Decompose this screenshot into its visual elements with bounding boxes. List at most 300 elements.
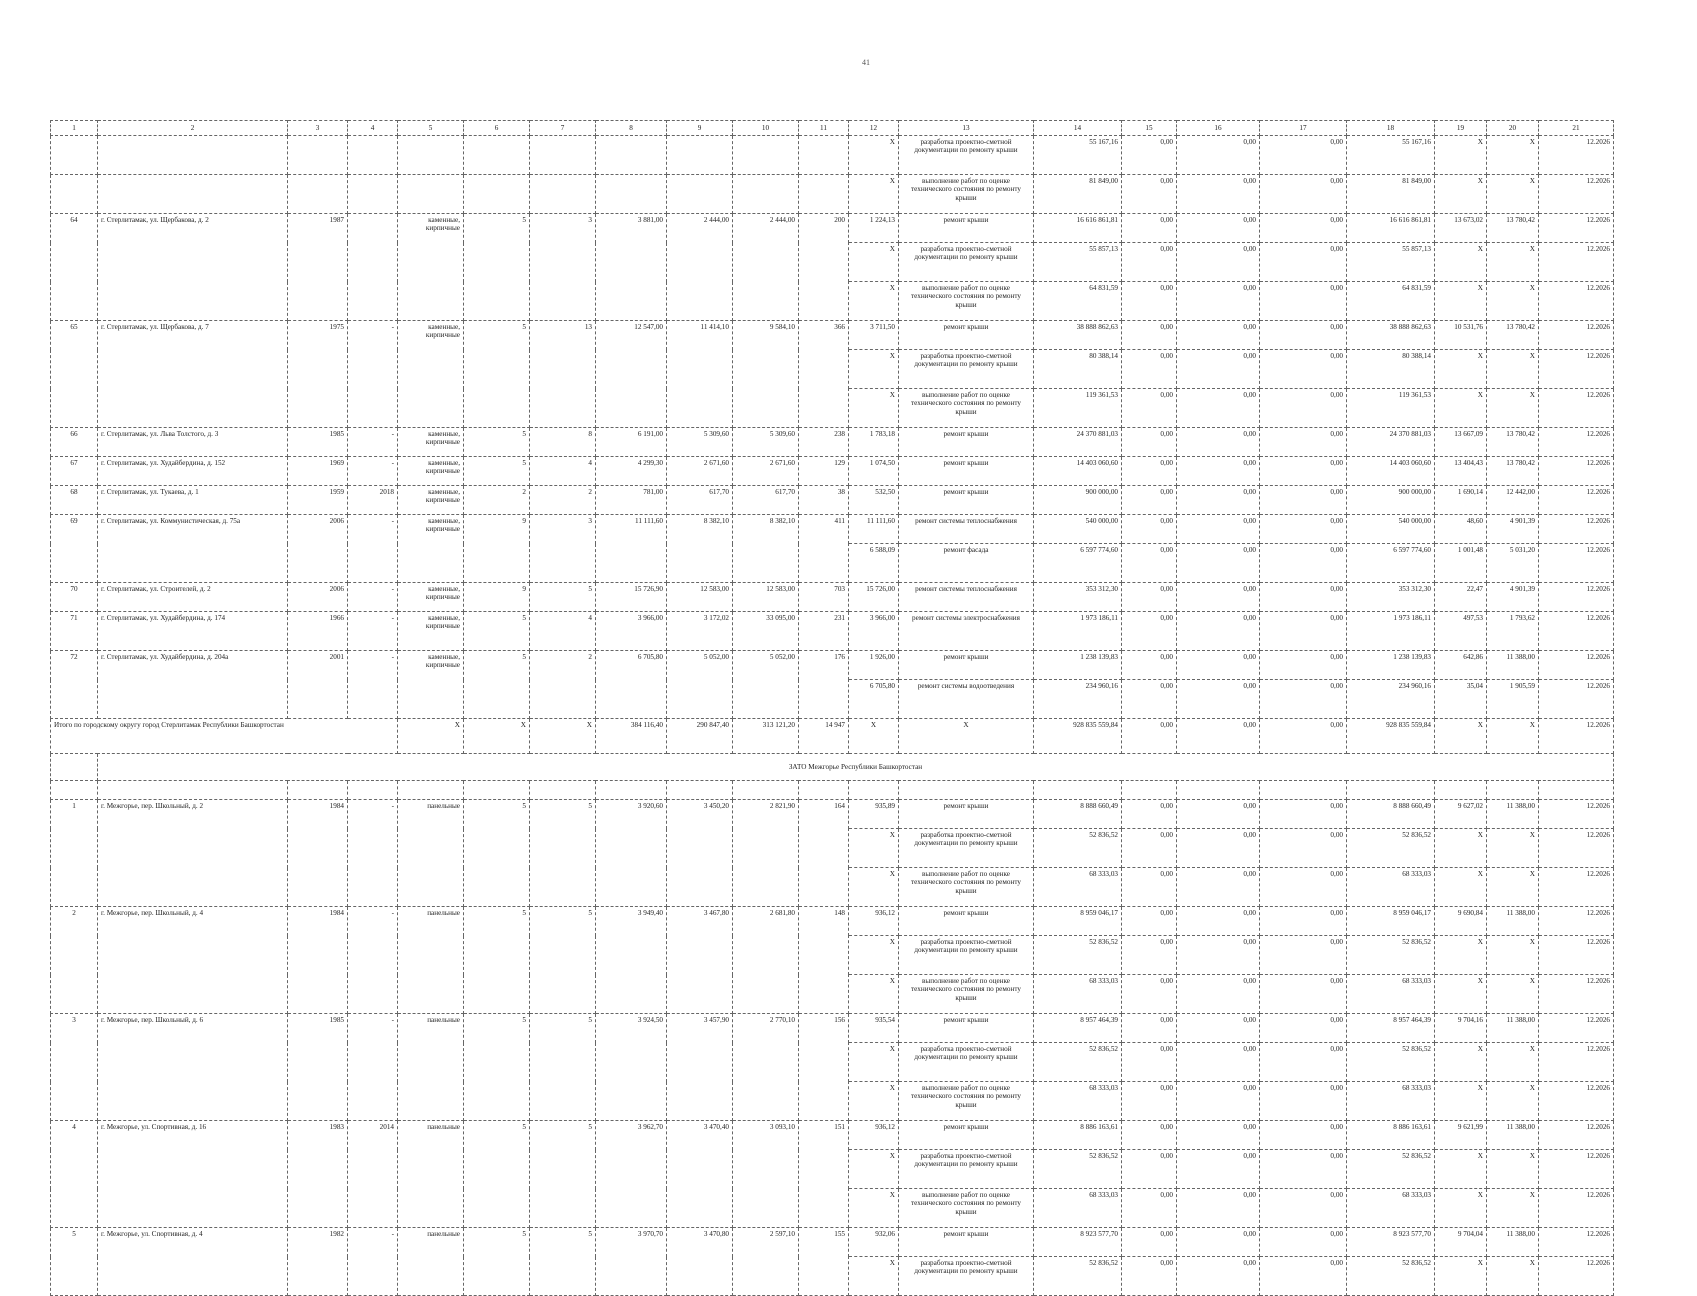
total-c14: 928 835 559,84 (1034, 719, 1122, 754)
cell-total-area: 15 726,90 (596, 583, 667, 612)
cell-index: 72 (51, 651, 98, 719)
cell-total-cost: 6 597 774,60 (1034, 544, 1122, 583)
column-number-header-row (51, 121, 1614, 136)
cell-address: г. Межгорье, пер. Школьный, д. 6 (98, 1014, 288, 1121)
table-row (51, 457, 1614, 486)
page-number: 41 (862, 58, 870, 67)
cell-unit-cost: X (1435, 136, 1487, 175)
cell-empty (667, 781, 733, 800)
cell-empty (98, 781, 288, 800)
cell-fund-owners: 24 370 881,03 (1347, 428, 1435, 457)
cell-area-or-x: X (849, 1257, 899, 1296)
cell-empty (98, 175, 288, 214)
cell-fund-regional: 0,00 (1177, 868, 1260, 907)
cell-work-type: выполнение работ по оценке технического состояния по ремонту крыши (899, 975, 1034, 1014)
cell-fund-regional: 0,00 (1177, 282, 1260, 321)
cell-fund-local: 0,00 (1260, 1082, 1347, 1121)
cell-fund-owners: 8 888 660,49 (1347, 800, 1435, 829)
cell-index: 69 (51, 515, 98, 583)
cell-fund-federal: 0,00 (1122, 1257, 1177, 1296)
cell-year-repair: - (348, 612, 398, 651)
cell-unit-cost: 1 001,48 (1435, 544, 1487, 583)
cell-index: 64 (51, 214, 98, 321)
cell-fund-federal: 0,00 (1122, 515, 1177, 544)
cell-deadline: 12.2026 (1539, 457, 1614, 486)
cell-unit-cost: 9 704,16 (1435, 1014, 1487, 1043)
cell-limit-cost: X (1487, 868, 1539, 907)
cell-fund-owners: 8 886 163,61 (1347, 1121, 1435, 1150)
cell-limit-cost: 13 780,42 (1487, 428, 1539, 457)
cell-fund-owners: 119 361,53 (1347, 389, 1435, 428)
cell-fund-owners: 1 973 186,11 (1347, 612, 1435, 651)
cell-work-type: ремонт крыши (899, 800, 1034, 829)
cell-area-or-x: 6 705,80 (849, 680, 899, 719)
cell-living-area: 3 457,90 (667, 1014, 733, 1121)
cell-index: 66 (51, 428, 98, 457)
cell-address: г. Стерлитамак, ул. Щербакова, д. 7 (98, 321, 288, 428)
cell-empty (667, 175, 733, 214)
cell-fund-regional: 0,00 (1177, 214, 1260, 243)
cell-unit-cost: 13 673,02 (1435, 214, 1487, 243)
capital-repair-register-table (50, 120, 1614, 1296)
table-row (51, 515, 1614, 544)
cell-entrances: 4 (530, 457, 596, 486)
cell-fund-local: 0,00 (1260, 907, 1347, 936)
total-c19: X (1435, 719, 1487, 754)
cell-total-cost: 52 836,52 (1034, 829, 1122, 868)
cell-deadline: 12.2026 (1539, 680, 1614, 719)
cell-fund-local: 0,00 (1260, 350, 1347, 389)
cell-fund-owners: 14 403 060,60 (1347, 457, 1435, 486)
cell-fund-local: 0,00 (1260, 936, 1347, 975)
cell-fund-regional: 0,00 (1177, 1082, 1260, 1121)
cell-index: 65 (51, 321, 98, 428)
total-label: Итого по городскому округу город Стерлитамак Республики Башкортостан (51, 719, 398, 754)
cell-empty (1487, 781, 1539, 800)
cell-deadline: 12.2026 (1539, 282, 1614, 321)
cell-residential-area: 2 681,80 (733, 907, 799, 1014)
cell-year-repair (348, 214, 398, 321)
cell-deadline: 12.2026 (1539, 350, 1614, 389)
cell-work-type: ремонт крыши (899, 214, 1034, 243)
cell-fund-owners: 52 836,52 (1347, 936, 1435, 975)
cell-wall-material: панельные (398, 1228, 464, 1296)
cell-fund-federal: 0,00 (1122, 829, 1177, 868)
cell-floors: 5 (464, 800, 530, 907)
cell-work-type: ремонт системы водоотведения (899, 680, 1034, 719)
cell-entrances: 3 (530, 214, 596, 321)
cell-year-built: 2001 (288, 651, 348, 719)
cell-limit-cost: 11 388,00 (1487, 907, 1539, 936)
cell-index: 4 (51, 1121, 98, 1228)
cell-living-area: 3 450,20 (667, 800, 733, 907)
column-number-9: 9 (667, 121, 733, 136)
cell-deadline: 12.2026 (1539, 389, 1614, 428)
cell-living-area: 3 172,02 (667, 612, 733, 651)
cell-area-or-x: X (849, 282, 899, 321)
cell-living-area: 5 309,60 (667, 428, 733, 457)
total-c10: 313 121,20 (733, 719, 799, 754)
cell-fund-owners: 52 836,52 (1347, 1043, 1435, 1082)
cell-fund-regional: 0,00 (1177, 389, 1260, 428)
column-number-19: 19 (1435, 121, 1487, 136)
cell-total-cost: 8 886 163,61 (1034, 1121, 1122, 1150)
cell-wall-material: панельные (398, 907, 464, 1014)
cell-entrances: 13 (530, 321, 596, 428)
cell-empty (348, 136, 398, 175)
cell-index: 67 (51, 457, 98, 486)
table-row (51, 486, 1614, 515)
cell-floors: 5 (464, 457, 530, 486)
cell-fund-owners: 68 333,03 (1347, 868, 1435, 907)
table-row (51, 583, 1614, 612)
cell-fund-owners: 81 849,00 (1347, 175, 1435, 214)
cell-unit-cost: X (1435, 1082, 1487, 1121)
total-c21: 12.2026 (1539, 719, 1614, 754)
cell-living-area: 3 470,40 (667, 1121, 733, 1228)
cell-fund-local: 0,00 (1260, 136, 1347, 175)
cell-work-type: ремонт системы теплоснабжения (899, 515, 1034, 544)
cell-fund-regional: 0,00 (1177, 1150, 1260, 1189)
cell-total-cost: 81 849,00 (1034, 175, 1122, 214)
cell-total-area: 781,00 (596, 486, 667, 515)
cell-residential-area: 33 095,00 (733, 612, 799, 651)
cell-unit-cost: 9 627,02 (1435, 800, 1487, 829)
cell-index: 3 (51, 1014, 98, 1121)
cell-fund-local: 0,00 (1260, 1014, 1347, 1043)
cell-fund-federal: 0,00 (1122, 1150, 1177, 1189)
cell-year-built: 1985 (288, 428, 348, 457)
cell-empty (464, 136, 530, 175)
cell-fund-owners: 55 857,13 (1347, 243, 1435, 282)
cell-total-cost: 68 333,03 (1034, 975, 1122, 1014)
cell-fund-local: 0,00 (1260, 868, 1347, 907)
cell-residents: 151 (799, 1121, 849, 1228)
cell-index: 2 (51, 907, 98, 1014)
cell-area-or-x: 935,54 (849, 1014, 899, 1043)
cell-fund-owners: 8 957 464,39 (1347, 1014, 1435, 1043)
total-c16: 0,00 (1177, 719, 1260, 754)
cell-deadline: 12.2026 (1539, 612, 1614, 651)
cell-fund-owners: 55 167,16 (1347, 136, 1435, 175)
cell-total-area: 3 881,00 (596, 214, 667, 321)
cell-unit-cost: 35,04 (1435, 680, 1487, 719)
cell-fund-regional: 0,00 (1177, 1014, 1260, 1043)
cell-floors: 5 (464, 907, 530, 1014)
table-row (51, 1014, 1614, 1043)
cell-residents: 703 (799, 583, 849, 612)
cell-index: 70 (51, 583, 98, 612)
cell-fund-local: 0,00 (1260, 457, 1347, 486)
cell-total-cost: 52 836,52 (1034, 1043, 1122, 1082)
cell-limit-cost: 4 901,39 (1487, 583, 1539, 612)
cell-total-cost: 8 959 046,17 (1034, 907, 1122, 936)
cell-fund-federal: 0,00 (1122, 175, 1177, 214)
cell-deadline: 12.2026 (1539, 1228, 1614, 1257)
cell-fund-owners: 80 388,14 (1347, 350, 1435, 389)
cell-fund-federal: 0,00 (1122, 583, 1177, 612)
cell-empty (596, 136, 667, 175)
cell-address: г. Стерлитамак, ул. Худайбердина, д. 174 (98, 612, 288, 651)
cell-deadline: 12.2026 (1539, 1014, 1614, 1043)
cell-work-type: разработка проектно-сметной документации по ремонту крыши (899, 936, 1034, 975)
cell-empty (51, 781, 98, 800)
cell-limit-cost: 1 793,62 (1487, 612, 1539, 651)
table-row (51, 1228, 1614, 1257)
cell-empty (1539, 781, 1614, 800)
cell-year-repair: - (348, 515, 398, 583)
cell-fund-federal: 0,00 (1122, 136, 1177, 175)
cell-empty (1034, 781, 1122, 800)
cell-limit-cost: X (1487, 1189, 1539, 1228)
cell-floors: 2 (464, 486, 530, 515)
cell-area-or-x: X (849, 1150, 899, 1189)
cell-deadline: 12.2026 (1539, 515, 1614, 544)
cell-total-cost: 68 333,03 (1034, 1082, 1122, 1121)
cell-work-type: разработка проектно-сметной документации по ремонту крыши (899, 1150, 1034, 1189)
cell-work-type: ремонт крыши (899, 457, 1034, 486)
cell-floors: 5 (464, 321, 530, 428)
cell-limit-cost: 11 388,00 (1487, 1014, 1539, 1043)
cell-living-area: 2 444,00 (667, 214, 733, 321)
cell-empty (667, 136, 733, 175)
cell-deadline: 12.2026 (1539, 136, 1614, 175)
cell-total-area: 6 191,00 (596, 428, 667, 457)
cell-deadline: 12.2026 (1539, 1189, 1614, 1228)
cell-deadline: 12.2026 (1539, 651, 1614, 680)
cell-limit-cost: 11 388,00 (1487, 1228, 1539, 1257)
cell-fund-regional: 0,00 (1177, 428, 1260, 457)
cell-address: г. Стерлитамак, ул. Тукаева, д. 1 (98, 486, 288, 515)
cell-floors: 5 (464, 651, 530, 719)
cell-area-or-x: 6 588,09 (849, 544, 899, 583)
cell-fund-local: 0,00 (1260, 612, 1347, 651)
cell-limit-cost: X (1487, 975, 1539, 1014)
cell-fund-local: 0,00 (1260, 175, 1347, 214)
cell-floors: 5 (464, 428, 530, 457)
cell-work-type: ремонт системы электроснабжения (899, 612, 1034, 651)
cell-wall-material: каменные, кирпичные (398, 321, 464, 428)
cell-fund-local: 0,00 (1260, 829, 1347, 868)
cell-fund-owners: 52 836,52 (1347, 1257, 1435, 1296)
cell-fund-local: 0,00 (1260, 583, 1347, 612)
column-number-20: 20 (1487, 121, 1539, 136)
cell-fund-local: 0,00 (1260, 486, 1347, 515)
section-row (51, 754, 1614, 781)
cell-empty (1122, 781, 1177, 800)
cell-fund-federal: 0,00 (1122, 651, 1177, 680)
cell-fund-owners: 6 597 774,60 (1347, 544, 1435, 583)
cell-empty (348, 781, 398, 800)
cell-fund-federal: 0,00 (1122, 486, 1177, 515)
cell-deadline: 12.2026 (1539, 214, 1614, 243)
cell-year-built: 1969 (288, 457, 348, 486)
cell-area-or-x: 1 074,50 (849, 457, 899, 486)
cell-work-type: разработка проектно-сметной документации по ремонту крыши (899, 243, 1034, 282)
cell-fund-owners: 38 888 862,63 (1347, 321, 1435, 350)
cell-fund-federal: 0,00 (1122, 243, 1177, 282)
cell-work-type: ремонт крыши (899, 1121, 1034, 1150)
cell-total-cost: 119 361,53 (1034, 389, 1122, 428)
cell-residential-area: 2 444,00 (733, 214, 799, 321)
total-c13: X (899, 719, 1034, 754)
cell-fund-regional: 0,00 (1177, 651, 1260, 680)
cell-unit-cost: X (1435, 1150, 1487, 1189)
cell-entrances: 5 (530, 1121, 596, 1228)
cell-empty (398, 175, 464, 214)
cell-fund-regional: 0,00 (1177, 1121, 1260, 1150)
cell-total-area: 3 949,40 (596, 907, 667, 1014)
table-row (51, 907, 1614, 936)
cell-unit-cost: 497,53 (1435, 612, 1487, 651)
cell-year-built: 1985 (288, 1014, 348, 1121)
cell-fund-owners: 540 000,00 (1347, 515, 1435, 544)
cell-fund-regional: 0,00 (1177, 1189, 1260, 1228)
cell-fund-regional: 0,00 (1177, 321, 1260, 350)
cell-fund-federal: 0,00 (1122, 975, 1177, 1014)
cell-total-area: 3 924,50 (596, 1014, 667, 1121)
cell-entrances: 5 (530, 1014, 596, 1121)
cell-empty (1435, 781, 1487, 800)
total-c7: X (530, 719, 596, 754)
cell-fund-federal: 0,00 (1122, 457, 1177, 486)
table-row (51, 800, 1614, 829)
cell-deadline: 12.2026 (1539, 544, 1614, 583)
cell-fund-federal: 0,00 (1122, 1189, 1177, 1228)
cell-year-built: 1987 (288, 214, 348, 321)
cell-residents: 366 (799, 321, 849, 428)
cell-fund-regional: 0,00 (1177, 1043, 1260, 1082)
cell-residents: 148 (799, 907, 849, 1014)
cell-work-type: ремонт системы теплоснабжения (899, 583, 1034, 612)
cell-work-type: ремонт крыши (899, 1228, 1034, 1257)
cell-work-type: ремонт крыши (899, 321, 1034, 350)
column-number-18: 18 (1347, 121, 1435, 136)
cell-empty (51, 175, 98, 214)
cell-floors: 9 (464, 583, 530, 612)
cell-fund-federal: 0,00 (1122, 1043, 1177, 1082)
column-number-7: 7 (530, 121, 596, 136)
cell-total-area: 3 970,70 (596, 1228, 667, 1296)
cell-deadline: 12.2026 (1539, 1082, 1614, 1121)
cell-address: г. Стерлитамак, ул. Строителей, д. 2 (98, 583, 288, 612)
table-body (51, 121, 1614, 1296)
cell-limit-cost: 4 901,39 (1487, 515, 1539, 544)
cell-total-area: 11 111,60 (596, 515, 667, 583)
table-row (51, 428, 1614, 457)
cell-living-area: 3 467,80 (667, 907, 733, 1014)
cell-empty (530, 781, 596, 800)
cell-deadline: 12.2026 (1539, 1121, 1614, 1150)
cell-deadline: 12.2026 (1539, 868, 1614, 907)
cell-unit-cost: X (1435, 350, 1487, 389)
cell-living-area: 11 414,10 (667, 321, 733, 428)
cell-residents: 38 (799, 486, 849, 515)
cell-year-repair: 2018 (348, 486, 398, 515)
cell-living-area: 3 470,80 (667, 1228, 733, 1296)
cell-limit-cost: X (1487, 829, 1539, 868)
cell-fund-local: 0,00 (1260, 389, 1347, 428)
cell-fund-owners: 52 836,52 (1347, 829, 1435, 868)
cell-fund-local: 0,00 (1260, 214, 1347, 243)
column-number-1: 1 (51, 121, 98, 136)
cell-index: 1 (51, 800, 98, 907)
column-number-12: 12 (849, 121, 899, 136)
cell-work-type: разработка проектно-сметной документации по ремонту крыши (899, 350, 1034, 389)
cell-floors: 5 (464, 1228, 530, 1296)
cell-fund-owners: 52 836,52 (1347, 1150, 1435, 1189)
cell-limit-cost: X (1487, 389, 1539, 428)
cell-address: г. Межгорье, ул. Спортивная, д. 4 (98, 1228, 288, 1296)
cell-limit-cost: X (1487, 1150, 1539, 1189)
cell-residential-area: 2 671,60 (733, 457, 799, 486)
cell-unit-cost: X (1435, 868, 1487, 907)
cell-unit-cost: 22,47 (1435, 583, 1487, 612)
cell-total-cost: 52 836,52 (1034, 936, 1122, 975)
cell-deadline: 12.2026 (1539, 800, 1614, 829)
cell-area-or-x: 1 224,13 (849, 214, 899, 243)
cell-unit-cost: 9 704,04 (1435, 1228, 1487, 1257)
cell-deadline: 12.2026 (1539, 321, 1614, 350)
cell-year-repair: - (348, 583, 398, 612)
cell-area-or-x: 532,50 (849, 486, 899, 515)
column-number-3: 3 (288, 121, 348, 136)
cell-work-type: выполнение работ по оценке технического состояния по ремонту крыши (899, 868, 1034, 907)
cell-residential-area: 617,70 (733, 486, 799, 515)
cell-area-or-x: X (849, 936, 899, 975)
cell-unit-cost: X (1435, 282, 1487, 321)
cell-living-area: 617,70 (667, 486, 733, 515)
cell-fund-federal: 0,00 (1122, 321, 1177, 350)
cell-wall-material: каменные, кирпичные (398, 214, 464, 321)
cell-fund-local: 0,00 (1260, 1257, 1347, 1296)
cell-fund-federal: 0,00 (1122, 350, 1177, 389)
cell-residents: 156 (799, 1014, 849, 1121)
table-row (51, 214, 1614, 243)
cell-residential-area: 3 093,10 (733, 1121, 799, 1228)
cell-limit-cost: 13 780,42 (1487, 214, 1539, 243)
cell-work-type: выполнение работ по оценке технического состояния по ремонту крыши (899, 1082, 1034, 1121)
cell-empty (596, 175, 667, 214)
column-number-8: 8 (596, 121, 667, 136)
cell-area-or-x: 935,89 (849, 800, 899, 829)
cell-residential-area: 8 382,10 (733, 515, 799, 583)
cell-fund-local: 0,00 (1260, 651, 1347, 680)
cell-total-cost: 52 836,52 (1034, 1150, 1122, 1189)
cell-unit-cost: 48,60 (1435, 515, 1487, 544)
cell-empty (348, 175, 398, 214)
column-number-4: 4 (348, 121, 398, 136)
cell-year-built: 1975 (288, 321, 348, 428)
cell-area-or-x: X (849, 350, 899, 389)
cell-wall-material: каменные, кирпичные (398, 583, 464, 612)
cell-limit-cost: X (1487, 1043, 1539, 1082)
cell-total-cost: 8 888 660,49 (1034, 800, 1122, 829)
cell-unit-cost: X (1435, 975, 1487, 1014)
cell-total-cost: 8 923 577,70 (1034, 1228, 1122, 1257)
column-number-5: 5 (398, 121, 464, 136)
cell-wall-material: панельные (398, 1014, 464, 1121)
cell-work-type: ремонт крыши (899, 651, 1034, 680)
cell-floors: 5 (464, 612, 530, 651)
cell-fund-local: 0,00 (1260, 1121, 1347, 1150)
cell-wall-material: каменные, кирпичные (398, 651, 464, 719)
cell-wall-material: каменные, кирпичные (398, 457, 464, 486)
cell-total-cost: 68 333,03 (1034, 868, 1122, 907)
cell-fund-local: 0,00 (1260, 1228, 1347, 1257)
cell-fund-owners: 68 333,03 (1347, 1189, 1435, 1228)
cell-unit-cost: X (1435, 1257, 1487, 1296)
